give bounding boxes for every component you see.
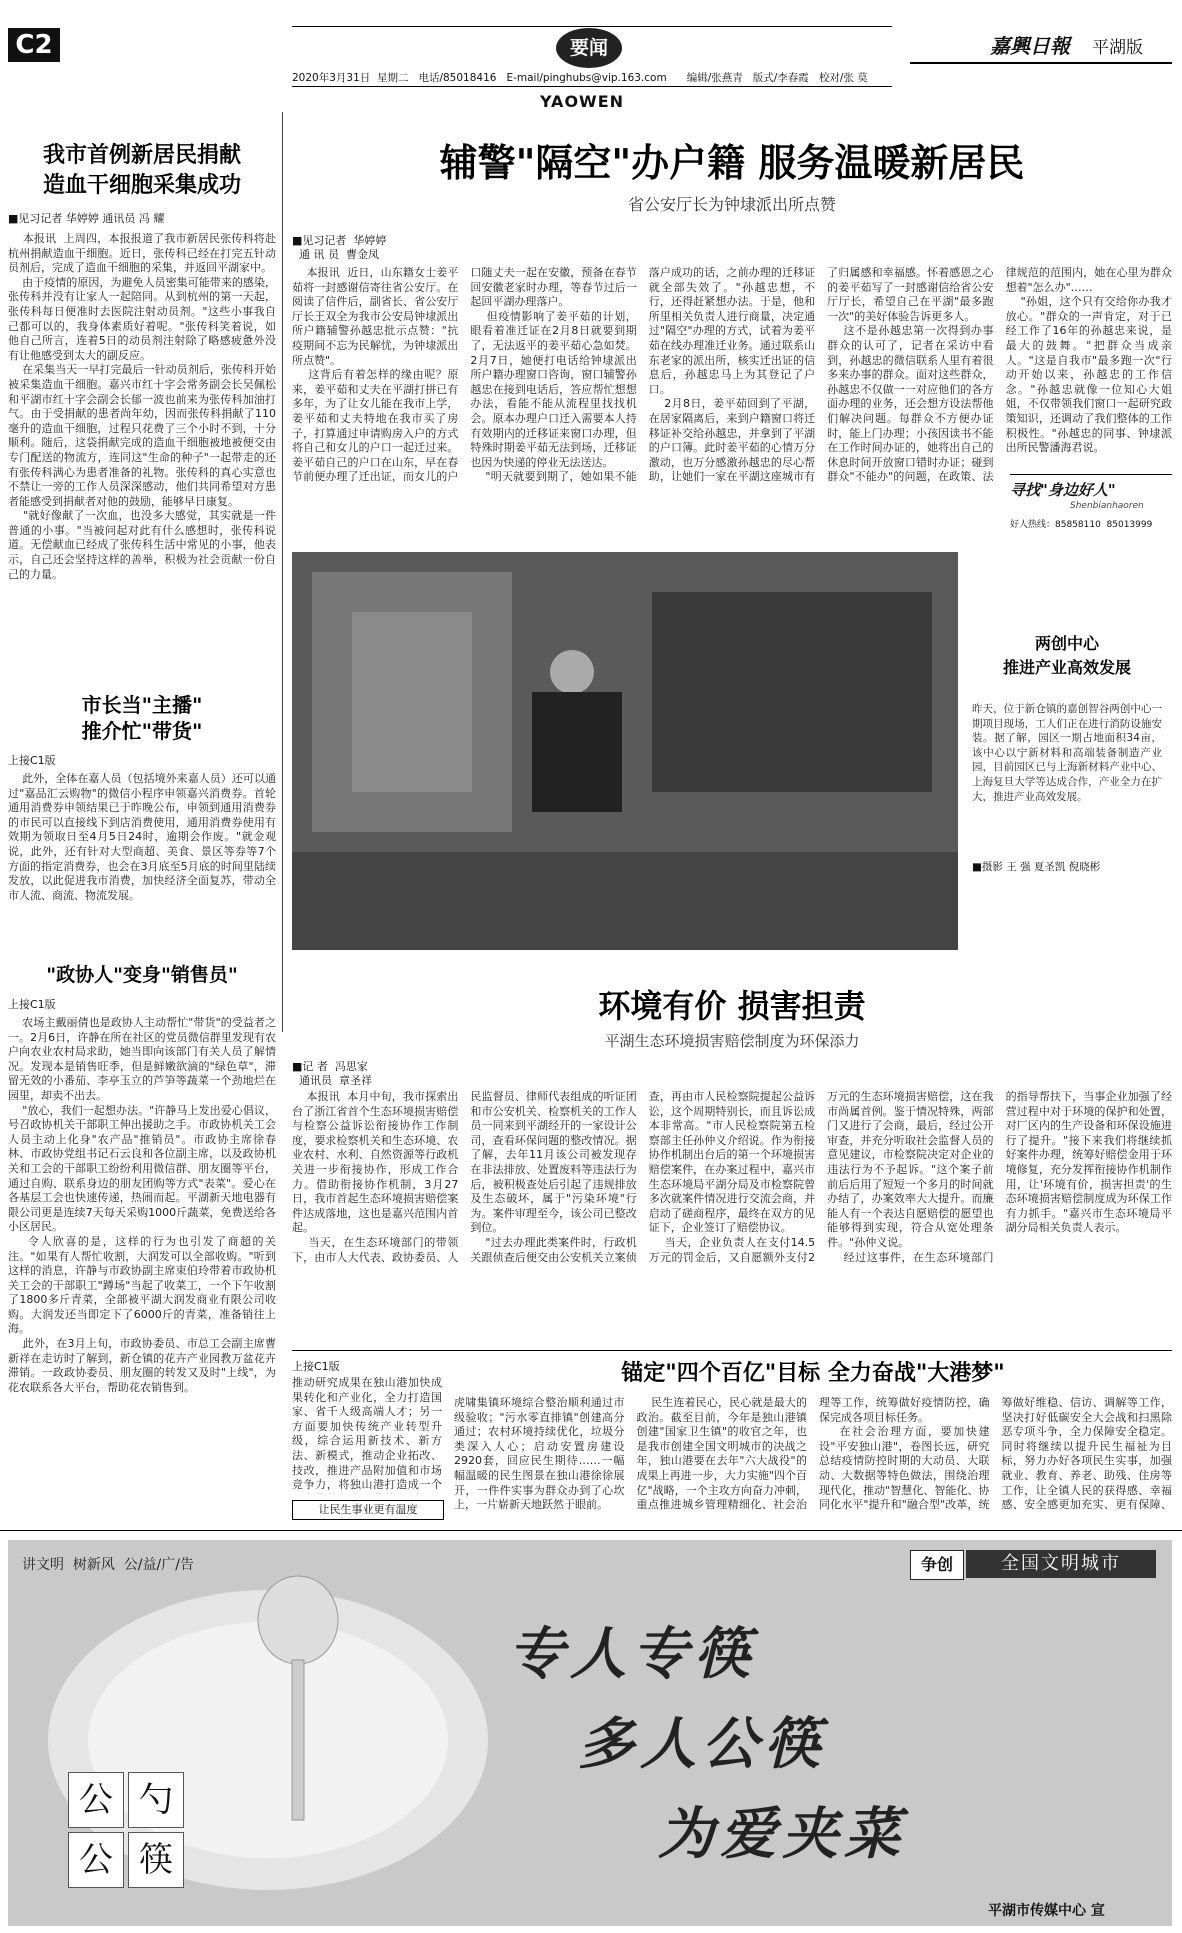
photo-illustration xyxy=(292,552,958,950)
public-service-ad xyxy=(8,1540,1172,1926)
article2-title: 环境有价 损害担责 xyxy=(598,987,866,1025)
ad-tile-gong-1: 公 xyxy=(68,1772,124,1828)
article3-left-body: 推动研究成果在独山港加快成果转化和产业化，全力打造国家、省千人级高端人才；另一方面要加快传统产业转型升级，综合运用新技术、新方法、新模式，推动企业拓改、技改，推进产品附加值和市场竞争力，将独山港打造成一个 xyxy=(292,1376,442,1492)
paper-name: 嘉興日報 xyxy=(990,34,1070,58)
left-article2-continued: 上接C1版 xyxy=(8,754,56,767)
left-article1-title: 我市首例新居民捐献 造血干细胞采集成功 xyxy=(42,142,241,198)
edition-label: 平湖版 xyxy=(1092,38,1143,58)
article1-body: 本报讯 近日，山东籍女士姜平茹将一封感谢信寄往省公安厅。在阅读了信件后，副省长、省公安厅厅长王双全为我市公安局钟埭派出所户籍辅警孙越忠批示点赞："抗疫期间不忘为民解忧，为钟埭派出所点赞"。 这背后有着怎样的缘由呢？原来，姜平茹和丈夫在平湖打拼已有多年，为了让女儿能在我市上学，姜平茹和丈夫特地在我市买了房子，打算通过申请购房入户的方式将自己和女儿的户口一起迁过来。姜平茹自己的户口在山东，早在春节前便办理了迁出证，而女儿的户口随丈夫一起在安徽，预备在春节回安徽老家时办理，等春节过后一起回平湖办理落户。 但疫情影响了姜平茹的计划，眼看着准迁证在2月8日就要到期了，无法返平的姜平茹心急如焚。2月7日，她便打电话给钟埭派出所户籍办理窗口咨询，窗口辅警孙越忠在接到电话后，答应帮忙想想办法，看能不能从流程里找找机会。原本办理户口迁入需要本人持有效期内的迁移证来窗口办理，但特殊时期姜平茹无法到场，迁移证也因为快递的停业无法送达。 "明天就要到期了，她如果不能落户成功的话，之前办理的迁移证就全部失效了。"孙越忠想，不行，还得赶紧想办法。于是，他和所里相关负责人进行商量，决定通过"隔空"办理的方式，试着为姜平茹在线办理准迁业务。通过联系山东老家的派出所，核实迁出证的信息后，孙越忠马上为其登记了户口。 2月8日，姜平茹回到了平湖，在居家隔离后，来到户籍窗口将迁移证补交给孙越忠，并拿到了平湖的户口簿。此时姜平茹的心情万分激动，也万分感激孙越忠的尽心帮助，让她们一家在平湖这座城市有了归属感和幸福感。怀着感恩之心的姜平茹写了一封感谢信给省公安厅厅长，希望自己在平湖"最多跑一次"的美好体验告诉更多人。 这不是孙越忠第一次得到办事群众的认可了，记者在采访中看到，孙越忠的微信联系人里有着很多来办事的群众。面对这些群众，孙越忠不仅做一一对应他们的各方面办理的业务，还会想方设法帮他们解决问题。每群众不方便办证时，能上门办理；小孩因读书不能在工作时间办证的，她将出自己的休息时间开放窗口错时办证；碰到群众"不能办"的问题，在政策、法律规范的范围内，她在心里为群众想着"怎么办"…… "孙姐，这个只有交给你办我才放心。"群众的一声肯定，对于已经工作了16年的孙越忠来说，是最大的鼓舞。"把群众当成亲人。"这是自我市"最多跑一次"行动开始以来，孙越忠的工作信念。"孙越忠就像一位知心大姐姐，不仅带领我们窗口一起研究政策知识，还调动了我们整体的工作积极性。"孙越忠的同事、钟埭派出所民警潘海君说。 xyxy=(292,266,1172,484)
good-people-pinyin: Shenbianhaoren xyxy=(1070,501,1144,511)
left-article2-title: 市长当"主播" 推介忙"带货" xyxy=(81,693,203,743)
page-number: C2 xyxy=(8,28,60,62)
ad-tile-shao: 勺 xyxy=(128,1772,184,1828)
article3-rule xyxy=(292,1350,1172,1351)
ad-calligraphy-line1: 专人专筷 xyxy=(508,1621,756,1687)
masthead-rule-top xyxy=(292,26,892,27)
article3-continued: 上接C1版 xyxy=(292,1360,340,1373)
section-badge: 要闻 xyxy=(556,28,622,68)
article3-body: 虎啸集镇环境综合整治顺利通过市级验收；"污水零直排镇"创建高分通过；农村环境持续优化，垃圾分类深入人心；启动安置房建设2920套，回应民生期待……一幅幅温暖的民生图景在独山港徐徐展开，一件件实事为群众办到了心坎上，一片崭新天地跃然于眼前。 民生连着民心，民心就是最大的政治。截至目前，今年是独山港镇创建"国家卫生镇"的收官之年，也是我市创建全国文明城市的决战之年，独山港要在去年"六大战役"的成果上再进一步，大力实施"四个百亿"战略，一个主攻方向奋力冲刺，重点推进城乡管理精细化、社会治理等工作，统筹做好疫情防控，确保完成各项目标任务。 在社会治理方面，要加快建设"平安独山港"，卷图长远，研究总结疫情防控时期的大动员、大联动、大数据等特色做法，围绕治理现代化，推动"智慧化、智能化、协同化水平"提升和"融合型"改革，统筹做好维稳、信访、调解等工作，坚决打好低碳安全大会战和扫黑除恶专项斗争，全力保障安全稳定。同时将继续以提升民生福祉为目标，努力办好各项民生实事，加强就业、教育、养老、助残、住房等工作，让全镇人民的获得感、幸福感、安全感更加充实、更有保障、 xyxy=(454,1396,1172,1512)
article3-slogan-bar: 让民生事业更有温度 xyxy=(292,1500,444,1520)
photo-caption-credit: ■摄影 王 强 夏圣凯 倪晓彬 xyxy=(972,861,1101,873)
left-article2-body: 此外，全体在嘉人员（包括境外来嘉人员）还可以通过"嘉品汇云购物"的微信小程序申领嘉兴消费券。首轮通用消费券申领结果已于昨晚公布，申领到通用消费券的市民可以直接线下到店消费使用，通用消费券使用有效期为领取日至4月5日24时，逾期会作废。"就金观说，此外，还有针对大型商超、美食、景区等券等7个方面的指定消费券，也会在3月底至5月底的时间里陆续发放，以此促进我市消费，加快经济全面复苏，带动全市人流、商流、物流发展。 xyxy=(8,772,276,902)
masthead xyxy=(0,0,1182,110)
ad-calligraphy-line2: 多人公筷 xyxy=(578,1711,826,1777)
article1-subtitle: 省公安厅长为钟埭派出所点赞 xyxy=(627,195,836,214)
photo-caption-text: 昨天，位于新仓镇的嘉创智谷两创中心一期项目现场，工人们正在进行消防设施安装。据了解，园区一期占地面积34亩，该中心以宁新材料和高端装备制造产业园，目前园区已与上海新材料产业中心、上海复旦大学等达成合作，产业全力在扩大，推进产业高效发展。 xyxy=(972,703,1162,803)
ad-tile-gong-2: 公 xyxy=(68,1832,124,1888)
ad-calligraphy-line3: 为爱夹菜 xyxy=(658,1801,906,1867)
good-people-hotline: 好人热线：85858110 85013999 xyxy=(1010,520,1153,530)
left-article1-byline: ■见习记者 华婷婷 通讯员 冯 耀 xyxy=(8,212,165,225)
left-article1-body: 本报讯 上周四，本报报道了我市新居民张传科将赴杭州捐献造血干细胞。近日，张传科已经在打完五针动员剂后，完成了造血干细胞的采集，并返回平湖家中。 由于疫情的原因，为避免人员密集可能带来的感染，张传科并没有让家人一起陪同。从到杭州的第一天起，张传科每日便准时去医院注射动员剂。"这些小事我自己都可以的，我身体素质好着呢。"张传科笑着说，如他自己所言，连着5日的动员剂注射除了略感疲惫外没有让他感受到太大的副反应。 在采集当天一早打完最后一针动员剂后，张传科开始被采集造血干细胞。嘉兴市红十字会常务副会长吴佩松和平湖市红十字会副会长郁一波也前来为张传科加油打气。由于受捐献的患者尚年幼，因而张传科捐献了110毫升的造血干细胞，过程只花费了三个小时不到，十分顺利。随后，这袋捐献完成的造血干细胞被地被便交由专门配送的物流方，连同这"生命的种子"一起带走的还有张传科满心为患者准备的礼物。张传科的真心实意也不禁让一旁的工作人员深深感动，他们共同希望对方患者能感受到捐献者对他的鼓励，能够早日康复。 "就好像献了一次血，也没多大感觉，其实就是一件普通的小事。"当被问起对此有什么感想时，张传科说道。无偿献血已经成了张传科生活中常见的小事，他表示，自己还会坚持这样的善举，积极为社会贡献一份自己的力量。 xyxy=(8,232,276,581)
ad-credit: 平湖市传媒中心 宣 xyxy=(988,1903,1105,1919)
ad-top-right-text: 全国文明城市 xyxy=(966,1550,1156,1578)
ad-rule xyxy=(0,1530,1182,1531)
good-people-title: 寻找"身边好人" xyxy=(1010,481,1116,499)
article1-title: 辅警"隔空"办户籍 服务温暖新居民 xyxy=(439,140,1025,185)
left-column-divider xyxy=(282,112,283,1032)
news-photo-worker xyxy=(292,552,958,950)
date-line: 2020年3月31日 星期二 电话/85018416 E-mail/pinghubs@vip.163.com 编辑/张燕青 版式/李春霞 校对/张 莫 xyxy=(292,72,868,84)
left-article3-title: "政协人"变身"销售员" xyxy=(46,964,238,986)
photo-caption-title: 两创中心 推进产业高效发展 xyxy=(1002,634,1131,677)
article3-title: 锚定"四个百亿"目标 全力奋战"大港梦" xyxy=(621,1360,1005,1386)
article1-byline: ■见习记者 华婷婷 通 讯 员 曹金凤 xyxy=(292,234,387,261)
section-english: YAOWEN xyxy=(540,92,625,111)
article2-byline: ■记 者 冯思家 通讯员 章圣祥 xyxy=(292,1060,372,1087)
article2-body: 本报讯 本月中旬，我市探索出台了浙江省首个生态环境损害赔偿与检察公益诉讼衔接协作工作制度，要求检察机关和生态环境、农业农村、水利、自然资源等行政机关进一步衔接协作，形成工作合力。借助衔接协作机制，3月27日，我市首起生态环境损害赔偿案件达成落地，这也是嘉兴范围内首起。 当天，在生态环境部门的带领下，由市人大代表、政协委员、人民监督员、律师代表组成的听证团和市公安机关、检察机关的工作人员一同来到平湖经开的一家设计公司，查看环保问题的整改情况。据了解，去年11月该公司被发现存在非法排放、处置废料等违法行为后，被积极查处后引起了违规排放及生态破坏，属于"污染环境"行为。案件审理至今，该公司已整改到位。 "过去办理此类案件时，行政机关跟侦查后便交由公安机关立案侦查，再由市人民检察院提起公益诉讼，这个周期特别长，而且诉讼成本非常高。"市人民检察院第五检察部主任孙仲义介绍说。作为衔接协作机制出台后的第一个环境损害赔偿案件，在办案过程中，嘉兴市生态环境局平湖分局及市检察院曾多次就案件情况进行交流会商，并启动了磋商程序，最终在双方的见证下，企业签订了赔偿协议。 当天，企业负责人在支付14.5万元的罚金后，又自愿额外支付2万元的生态环境损害赔偿，这在我市尚属首例。鉴于情况特殊，两部门又进行了会商，最后，经过公开审查，并充分听取社会监督人员的意见建议，市检察院决定对企业的违法行为不予起诉。"这个案子前前后后用了短短一个多月的时间就办结了，办案效率大大提升。而廉能人有一个表达自愿赔偿的愿望也能够得到实现，符合从宽处理条件。"孙仲义说。 经过这事件，在生态环境部门的指导帮扶下，当事企业加强了经营过程中对于环境的保护和处置，对厂区内的生产设备和环保设施进行了提升。"接下来我们将继续抓好案件办理，统筹好赔偿金用于环境修复，充分发挥衔接协作机制作用，让'环境有价，损害担责'的生态环境损害赔偿制度成为环保工作有力抓手。"嘉兴市生态环境局平湖分局相关负责人表示。 xyxy=(292,1090,1172,1264)
masthead-rule-bottom xyxy=(292,86,892,87)
masthead-rule-right xyxy=(910,62,1172,64)
ad-tile-kuai: 筷 xyxy=(128,1832,184,1888)
article2-subtitle: 平湖生态环境损害赔偿制度为环保添力 xyxy=(604,1032,860,1050)
photo-caption-panel xyxy=(958,552,1172,950)
ad-top-right-box: 争创 xyxy=(910,1550,964,1580)
ad-top-left-text: 讲文明 树新风 公/益/广/告 xyxy=(22,1557,194,1573)
left-article3-continued: 上接C1版 xyxy=(8,998,56,1011)
left-article3-body: 农场主戴丽倩也是政协人主动帮忙"带货"的受益者之一。2月6日，许静在所在社区的党员微信群里发现有农户向农业农村局求助，她当即向该部门有关人员了解情况。发现本是销售旺季，但是鲜嫩欲滴的"绿色草"，滞留无效的小番茄、李亭玉立的芦笋等蔬菜一个劲地烂在园里，却卖不出去。 "放心，我们一起想办法。"许静马上发出爱心倡议，号召政协机关干部职工伸出援助之手。市政协机关工会人员主动上化身"农产品"推销员"。市政协主席徐春林、市政协党组书记石云良和各位副主席，以及政协机关和工会的干部职工纷纷利用微信群、朋友圈等平台，通过自购、联系身边的朋友团购等方式"表菜"。爱心在各基层工会也快速传递，热闹而起。平湖新天地电器有限公司更是连续7天每天采购1000斤蔬菜，免费送给各小区居民。 令人欣喜的是，这样的行为也引发了商超的关注。"如果有人帮忙收割，大润发可以全部收购。"听到这样的消息，许静与市政协副主席束伯玲带着市政协机关工会的干部职工"蹲场"当起了收菜工，一个下午收割了1800多斤青菜，全部被平湖大润发商业有限公司收购。大润发还当即定下了6000斤的青菜，准备销往上海。 此外，在3月上旬，市政协委员、市总工会副主席曹新祥在走访时了解到，新仓镇的花卉产业园教万盆花卉滞销。一政政协委员、朋友圈的转发又及时"上线"，为花农联系各大平台，帮助花农销售到。 xyxy=(8,1016,276,1394)
good-people-box xyxy=(1010,474,1172,533)
